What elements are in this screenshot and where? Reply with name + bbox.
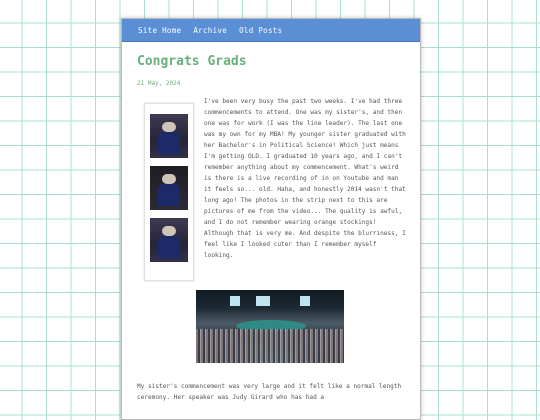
post-paragraph-2: My sister's commencement was very large and it felt like a normal length ceremony. Her speaker was Judy Girard who has had a — [137, 383, 402, 401]
post-paragraph-1: I've been very busy the past two weeks. I've had three commencements to attend. One was my sister's, and then one was for work (I was the line leader). The last one was my own for my MBA! My younger sister graduated with her Bachelor's in Political Science! Which just means I'm getting OLD. I graduated 10 years ago, and I can't remember anything about my commencement. What's weird is there is a live recording of in on Youtube and man it feels so... old. Haha, and honestly 2014 wasn't that long ago! The photos in the strip next to this are pictures of me from the video... The quality is awful, and I do not remember wearing orange stockings! Although that is very me. And despite the blurriness, I feel like I looked cuter than I remember myself looking. — [204, 98, 406, 259]
graduate-crowd — [196, 329, 344, 363]
nav-link-archive[interactable]: Archive — [193, 25, 228, 35]
strip-photo-2 — [150, 166, 188, 210]
post-title: Congrats Grads — [137, 54, 247, 69]
arena-screen — [256, 296, 270, 306]
photo-strip — [144, 103, 194, 281]
strip-photo-3 — [150, 218, 188, 262]
top-nav — [122, 19, 420, 42]
nav-link-site-home[interactable]: Site Home — [138, 25, 182, 35]
commencement-photo — [196, 290, 344, 363]
post-date: 21 May, 2024 — [137, 80, 181, 87]
strip-photo-1 — [150, 114, 188, 158]
nav-link-old-posts[interactable]: Old Posts — [239, 25, 283, 35]
blog-post-container — [121, 18, 421, 420]
arena-screen — [230, 296, 240, 306]
arena-screen — [300, 296, 310, 306]
